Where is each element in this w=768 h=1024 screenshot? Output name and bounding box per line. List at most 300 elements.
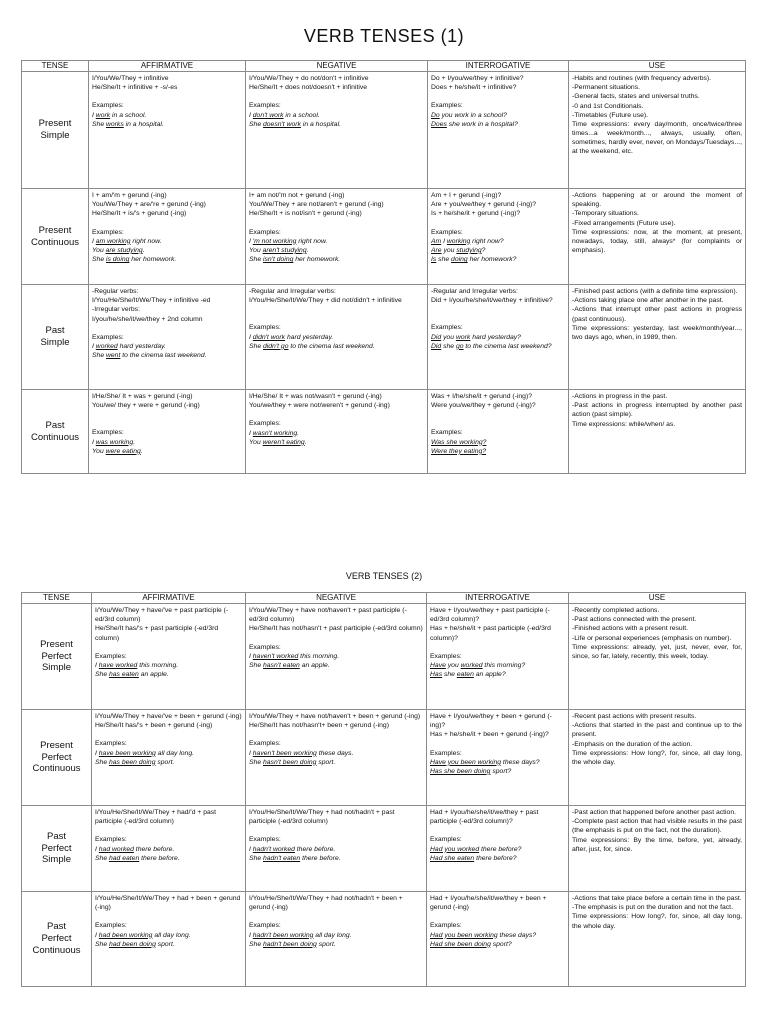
sentence-fragment: there before. xyxy=(294,845,336,853)
verb-form: had been working xyxy=(98,931,153,939)
sentence-fragment: all day long. xyxy=(313,931,352,939)
sentence-fragment: She xyxy=(95,854,109,862)
affirmative-cell xyxy=(92,892,246,987)
cell-line: Do + I/you/we/they + infinitive? xyxy=(431,75,524,82)
sentence-fragment: I xyxy=(249,845,253,853)
negative-cell xyxy=(246,72,428,189)
cell-line: Present xyxy=(40,638,73,650)
cell-line: -Regular and Irregular verbs: xyxy=(249,288,336,295)
example-sentence xyxy=(92,438,242,447)
verb-form: is doing xyxy=(105,256,130,264)
line-spacer xyxy=(430,912,565,921)
example-sentence xyxy=(249,237,424,246)
cell-line: Examples: xyxy=(95,836,127,844)
sentence-fragment: to the cinema last weekend? xyxy=(463,342,552,350)
cell-line: Examples: xyxy=(430,922,462,930)
example-sentence xyxy=(95,749,242,758)
sentence-fragment: She xyxy=(92,256,106,264)
cell-line: Perfect xyxy=(41,842,72,854)
example-sentence xyxy=(430,767,565,776)
cell-line: Past xyxy=(45,419,65,431)
cell-line: Were you/we/they + gerund (-ing)? xyxy=(431,402,536,410)
cell-line: Examples: xyxy=(95,652,127,660)
line-spacer xyxy=(249,314,424,323)
sentence-fragment: hard yesterday. xyxy=(117,342,166,350)
line-spacer xyxy=(431,305,565,314)
example-sentence xyxy=(249,246,424,255)
sentence-fragment: . xyxy=(133,438,136,446)
example-sentence xyxy=(430,940,565,949)
verb-form: am working xyxy=(95,237,131,245)
verb-form: have worked xyxy=(98,661,138,669)
example-sentence xyxy=(92,246,242,255)
verb-form: Has xyxy=(430,671,443,679)
example-sentence xyxy=(430,661,565,670)
line-spacer xyxy=(431,92,565,101)
interrogative-cell xyxy=(427,604,569,710)
interrogative-cell xyxy=(427,892,569,987)
verb-form: are studying xyxy=(105,246,143,254)
cell-line: -Regular and Irregular verbs: xyxy=(431,288,518,295)
cell-line: I/You/He/She/It/We/They + had not/hadn't + past participle (-ed/3rd column) xyxy=(249,809,395,826)
interrogative-cell xyxy=(427,806,569,892)
tense-cell xyxy=(22,72,89,189)
example-sentence xyxy=(249,749,423,758)
cell-line: Time expressions: How long?, for, since, all day long, the whole day. xyxy=(572,913,742,930)
negative-cell xyxy=(246,806,427,892)
tense-cell xyxy=(22,806,92,892)
sentence-fragment: hard yesterday? xyxy=(470,333,521,341)
verb-form: wasn't working xyxy=(252,429,298,437)
cell-line: -Fixed arrangements (Future use). xyxy=(572,219,676,227)
example-sentence xyxy=(431,438,565,447)
verb-form: has been doing xyxy=(108,758,156,766)
sentence-fragment: I xyxy=(249,333,253,341)
sentence-fragment: you xyxy=(445,661,461,669)
cell-line: -Finished actions with a present result. xyxy=(572,625,688,633)
example-sentence xyxy=(92,447,242,456)
verb-tenses-table-1 xyxy=(21,60,746,474)
cell-line: Time expressions: How long?, for, since, all day long, the whole day. xyxy=(572,749,742,766)
verb-form: Do xyxy=(431,111,440,119)
cell-line: Examples: xyxy=(92,102,124,110)
sentence-fragment: I xyxy=(95,661,99,669)
cell-line: Continuous xyxy=(32,763,81,775)
sentence-fragment: She xyxy=(249,120,263,128)
verb-form: hadn't been working xyxy=(252,931,314,939)
sentence-fragment: there before? xyxy=(474,854,517,862)
cell-line: -Recently completed actions. xyxy=(572,607,660,614)
tense-cell xyxy=(22,390,89,474)
example-sentence xyxy=(431,333,565,342)
sentence-fragment: . xyxy=(297,429,300,437)
sentence-fragment: these days? xyxy=(501,758,540,766)
example-sentence xyxy=(430,845,565,854)
affirmative-cell xyxy=(89,189,246,285)
sentence-fragment: I xyxy=(95,845,99,853)
cell-line: Examples: xyxy=(431,228,463,236)
sentence-fragment: She xyxy=(249,758,263,766)
example-sentence xyxy=(95,940,242,949)
cell-line: Perfect xyxy=(41,751,72,763)
cell-line: Examples: xyxy=(430,652,462,660)
sentence-fragment: sport. xyxy=(316,940,336,948)
line-spacer xyxy=(431,410,565,419)
sentence-fragment: there before. xyxy=(300,854,341,862)
verb-form: didn't go xyxy=(262,342,289,350)
affirmative-cell xyxy=(89,72,246,189)
header-negative: NEGATIVE xyxy=(246,593,427,604)
tense-cell xyxy=(22,710,92,806)
sentence-fragment: I xyxy=(95,931,99,939)
example-sentence xyxy=(431,237,565,246)
example-sentence xyxy=(249,854,423,863)
sentence-fragment: She xyxy=(92,120,106,128)
verb-form: went xyxy=(105,352,121,360)
verb-form: have been working xyxy=(98,749,156,757)
header-use: USE xyxy=(569,61,746,72)
cell-line: -Actions that started in the past and continue up to the present. xyxy=(572,722,742,739)
cell-line: -General facts, states and universal truths. xyxy=(572,93,700,101)
interrogative-cell xyxy=(428,285,569,390)
sentence-fragment: an apple? xyxy=(473,671,506,679)
sentence-fragment: I xyxy=(92,342,96,350)
verb-form: had been doing xyxy=(108,940,156,948)
page-title-2: VERB TENSES (2) xyxy=(345,571,423,581)
cell-line: Time expressions: every day/month, once/twice/three times...a week/month..., always, usually, often, sometimes, hardly ever, never, on Mondays/Tuesdays..., at the weekend, etc. xyxy=(572,120,742,156)
tense-cell xyxy=(22,604,92,710)
cell-line: Present xyxy=(40,739,73,751)
verb-form: Did xyxy=(431,333,442,341)
verb-form: Are xyxy=(431,246,442,254)
line-spacer xyxy=(92,419,242,428)
negative-cell xyxy=(246,604,427,710)
cell-line: Examples: xyxy=(249,643,281,651)
verb-form: Does xyxy=(431,120,447,128)
sentence-fragment: I xyxy=(92,438,96,446)
verb-form: were eating xyxy=(105,447,141,455)
page-title-1: VERB TENSES (1) xyxy=(303,26,465,46)
cell-line: Examples: xyxy=(431,429,463,437)
cell-line: -Habits and routines (with frequency adverbs). xyxy=(572,75,712,82)
affirmative-cell xyxy=(92,806,246,892)
verb-form: hasn't eaten xyxy=(262,661,300,669)
verb-form: haven't been working xyxy=(252,749,317,757)
line-spacer xyxy=(430,826,565,835)
cell-line: Examples: xyxy=(249,324,281,332)
sentence-fragment: I xyxy=(249,111,253,119)
line-spacer xyxy=(431,219,565,228)
sentence-fragment: this morning. xyxy=(137,661,179,669)
sentence-fragment: I xyxy=(249,652,253,660)
cell-line: -Past actions connected with the present. xyxy=(572,616,697,624)
cell-line: Time expressions: By the time, before, yet, already, after, just, for, since. xyxy=(572,836,742,853)
cell-line: -Complete past action that had visible results in the past (the emphasis is put on the fact, not the duration). xyxy=(572,818,742,835)
line-spacer xyxy=(431,419,565,428)
cell-line: He/She/It has/'s + past participle (-ed/3rd column) xyxy=(95,625,219,642)
cell-line: I/You/We/They + have/'ve + past participle (-ed/3rd column) xyxy=(95,607,229,624)
sentence-fragment: her homework. xyxy=(293,256,341,264)
cell-line: He/She/It + is/'s + gerund (-ing) xyxy=(92,210,187,218)
sentence-fragment: She xyxy=(95,671,109,679)
cell-line: I/You/We/They + have not/haven't + been + gerund (-ing) xyxy=(249,713,421,720)
example-sentence xyxy=(249,661,423,670)
verb-form: Was she working? xyxy=(431,438,487,446)
cell-line: Perfect xyxy=(41,933,72,945)
interrogative-cell xyxy=(428,72,569,189)
sentence-fragment: sport. xyxy=(155,940,175,948)
verb-form: Am xyxy=(431,237,442,245)
verb-form: 'm not working xyxy=(252,237,297,245)
cell-line: Has + he/she/it + past participle (-ed/3rd column)? xyxy=(430,625,551,642)
example-sentence xyxy=(92,342,242,351)
use-cell xyxy=(569,285,746,390)
sentence-fragment: I xyxy=(249,749,253,757)
sentence-fragment: all day long. xyxy=(152,931,191,939)
cell-line: -Finished past actions (with a definite time expression). xyxy=(572,288,738,295)
sentence-fragment: She xyxy=(95,940,109,948)
cell-line: I/You/We/They + have/'ve + been + gerund (-ing) xyxy=(95,713,242,720)
line-spacer xyxy=(249,730,423,739)
interrogative-cell xyxy=(427,710,569,806)
sentence-fragment: ? xyxy=(481,246,486,254)
cell-line: Continuous xyxy=(32,944,81,956)
sentence-fragment: there before. xyxy=(139,854,180,862)
cell-line: -Timetables (Future use). xyxy=(572,111,649,119)
sentence-fragment: sport? xyxy=(490,940,512,948)
cell-line: Present xyxy=(38,224,72,236)
verb-form: was working xyxy=(95,438,134,446)
sentence-fragment: there before? xyxy=(479,845,522,853)
table-row xyxy=(22,72,746,189)
verb-form: hadn't been doing xyxy=(262,940,317,948)
negative-cell xyxy=(246,390,428,474)
sentence-fragment: her homework? xyxy=(467,256,517,264)
verb-form: Had you worked xyxy=(430,845,480,853)
sentence-fragment: I xyxy=(92,111,96,119)
verb-form: Has she been doing xyxy=(430,767,491,775)
example-sentence xyxy=(431,447,565,456)
negative-cell xyxy=(246,710,427,806)
sentence-fragment: an apple. xyxy=(138,671,169,679)
sentence-fragment: . xyxy=(142,246,145,254)
cell-line: Time expressions: already, yet, just, never, ever, for, since, so far, lately, recently, this week, today. xyxy=(572,643,742,660)
example-sentence xyxy=(92,111,242,120)
tense-cell xyxy=(22,189,89,285)
affirmative-cell xyxy=(92,604,246,710)
cell-line: He/She/It has/'s + been + gerund (-ing) xyxy=(95,722,213,730)
example-sentence xyxy=(249,342,424,351)
cell-line: Examples: xyxy=(95,922,127,930)
example-sentence xyxy=(249,940,423,949)
cell-line: Past xyxy=(46,830,66,842)
table-row xyxy=(22,390,746,474)
line-spacer xyxy=(95,912,242,921)
cell-line: Had + I/you/he/she/it/we/they + past participle (-ed/3rd column)? xyxy=(430,809,539,826)
example-sentence xyxy=(249,758,423,767)
cell-line: Time expressions: now, at the moment, at present, nowadays, today, still, always* (for complaints or emphasis). xyxy=(572,228,742,255)
use-cell xyxy=(569,710,746,806)
sentence-fragment: sport? xyxy=(490,767,512,775)
line-spacer xyxy=(95,643,242,652)
cell-line: He/She/It has not/hasn't+ been + gerund (-ing) xyxy=(249,722,389,730)
header-interrogative: INTERROGATIVE xyxy=(427,593,569,604)
cell-line: Is + he/she/it + gerund (-ing)? xyxy=(431,210,521,218)
line-spacer xyxy=(430,643,565,652)
cell-line: Continuous xyxy=(30,236,80,248)
cell-line: Examples: xyxy=(249,420,281,428)
sentence-fragment: sport. xyxy=(316,758,336,766)
cell-line: I/You/We/They + infinitive xyxy=(92,75,169,82)
example-sentence xyxy=(431,246,565,255)
sentence-fragment: sport. xyxy=(155,758,175,766)
cell-line: Examples: xyxy=(92,333,124,341)
header-interrogative: INTERROGATIVE xyxy=(428,61,569,72)
cell-line: He/She/It has not/hasn't + past participle (-ed/3rd column) xyxy=(249,625,423,633)
sentence-fragment: these days? xyxy=(497,931,537,939)
sentence-fragment: to the cinema last weekend. xyxy=(288,342,375,350)
negative-cell xyxy=(246,189,428,285)
cell-line: Examples: xyxy=(249,228,281,236)
example-sentence xyxy=(95,758,242,767)
affirmative-cell xyxy=(89,285,246,390)
cell-line: -Permanent situations. xyxy=(572,84,641,92)
sentence-fragment: You xyxy=(249,438,263,446)
cell-line: I/You/We/They + have not/haven't + past participle (-ed/3rd column) xyxy=(249,607,407,624)
verb-form: Were they eating? xyxy=(431,447,487,455)
cell-line: Past xyxy=(46,921,66,933)
line-spacer xyxy=(92,219,242,228)
header-affirmative: AFFIRMATIVE xyxy=(89,61,246,72)
verb-form: works xyxy=(105,120,124,128)
verb-form: Have xyxy=(430,661,446,669)
header-affirmative: AFFIRMATIVE xyxy=(92,593,246,604)
cell-line: -Past actions in progress interrupted by another past action (past simple). xyxy=(572,402,742,419)
verb-form: doesn't work xyxy=(262,120,301,128)
cell-line: I/You/He/She/It/We/They + did not/didn't + infinitive xyxy=(249,297,402,305)
line-spacer xyxy=(430,740,565,749)
use-cell xyxy=(569,390,746,474)
cell-line: You/we/they + were not/weren't + gerund (-ing) xyxy=(249,402,390,410)
sentence-fragment: I xyxy=(249,237,253,245)
affirmative-cell xyxy=(92,710,246,806)
sentence-fragment: in a hospital. xyxy=(123,120,164,128)
verb-form: hasn't been doing xyxy=(262,758,317,766)
cell-line: -Actions in progress in the past. xyxy=(572,393,668,400)
header-negative: NEGATIVE xyxy=(246,61,428,72)
verb-form: Had you been working xyxy=(430,931,498,939)
sentence-fragment: She xyxy=(249,661,263,669)
example-sentence xyxy=(92,120,242,129)
example-sentence xyxy=(430,670,565,679)
line-spacer xyxy=(249,410,424,419)
header-use: USE xyxy=(569,593,746,604)
cell-line: Perfect xyxy=(41,650,72,662)
example-sentence xyxy=(431,255,565,264)
verb-form: haven't worked xyxy=(252,652,299,660)
cell-line: Past xyxy=(45,325,65,337)
verb-form: don't work xyxy=(252,111,284,119)
cell-line: You/we/ they + were + gerund (-ing) xyxy=(92,402,200,410)
sentence-fragment: She xyxy=(249,256,263,264)
cell-line: I/He/She/ It + was + gerund (-ing) xyxy=(92,393,193,400)
example-sentence xyxy=(249,111,424,120)
sentence-fragment: there before. xyxy=(133,845,175,853)
cell-line: Simple xyxy=(40,130,70,141)
sentence-fragment: I xyxy=(441,237,447,245)
cell-line: Have + I/you/we/they + been + gerund (-ing)? xyxy=(430,713,552,730)
tense-cell xyxy=(22,285,89,390)
cell-line: I+ am not/'m not + gerund (-ing) xyxy=(249,192,345,199)
example-sentence xyxy=(92,351,242,360)
example-sentence xyxy=(430,758,565,767)
sentence-fragment: She xyxy=(249,940,263,948)
cell-line: -The emphasis is put on the duration and not the fact. xyxy=(572,904,733,912)
example-sentence xyxy=(95,854,242,863)
example-sentence xyxy=(95,931,242,940)
use-cell xyxy=(569,72,746,189)
verb-form: aren't studying xyxy=(262,246,307,254)
sentence-fragment: I xyxy=(249,931,253,939)
verb-form: doing xyxy=(451,256,468,264)
cell-line: You/We/They + are/'re + gerund (-ing) xyxy=(92,201,206,209)
line-spacer xyxy=(95,730,242,739)
cell-line: Examples: xyxy=(249,836,281,844)
verb-form: Have you been working xyxy=(430,758,502,766)
header-tense: TENSE xyxy=(22,593,92,604)
sentence-fragment: you xyxy=(441,246,457,254)
cell-line: -Regular verbs: xyxy=(92,288,139,295)
line-spacer xyxy=(92,324,242,333)
cell-line: He/She/It + is not/isn't + gerund (-ing) xyxy=(249,210,362,218)
verb-form: working xyxy=(446,237,471,245)
verb-form: has eaten xyxy=(108,671,139,679)
cell-line: I/You/He/She/It/We/They + infinitive -ed xyxy=(92,297,211,305)
line-spacer xyxy=(249,305,424,314)
use-cell xyxy=(569,892,746,987)
example-sentence xyxy=(92,237,242,246)
example-sentence xyxy=(431,111,565,120)
cell-line: -Recent past actions with present results. xyxy=(572,713,697,720)
example-sentence xyxy=(430,931,565,940)
cell-line: Am + I + gerund (-ing)? xyxy=(431,192,502,199)
example-sentence xyxy=(249,845,423,854)
sentence-fragment: hard yesterday. xyxy=(285,333,334,341)
table-row xyxy=(22,710,746,806)
cell-line: I/You/He/She/It/We/They + had/'d + past participle (-ed/3rd column) xyxy=(95,809,217,826)
sentence-fragment: She xyxy=(249,342,263,350)
table-row xyxy=(22,189,746,285)
example-sentence xyxy=(249,652,423,661)
cell-line: Does + he/she/it + infinitive? xyxy=(431,84,517,92)
example-sentence xyxy=(95,845,242,854)
example-sentence xyxy=(249,333,424,342)
cell-line: Examples: xyxy=(92,228,124,236)
sentence-fragment: right now. xyxy=(130,237,162,245)
cell-line: Are + you/we/they + gerund (-ing)? xyxy=(431,201,537,209)
cell-line: He/She/It + infinitive + -s/-es xyxy=(92,84,178,92)
example-sentence xyxy=(431,120,565,129)
cell-line: Simple xyxy=(41,854,72,866)
sentence-fragment: You xyxy=(92,447,106,455)
cell-line: Examples: xyxy=(249,740,281,748)
cell-line: Continuous xyxy=(30,431,80,443)
example-sentence xyxy=(249,931,423,940)
verb-form: worked xyxy=(460,661,483,669)
example-sentence xyxy=(430,854,565,863)
cell-line: -Actions that take place before a certain time in the past. xyxy=(572,895,742,902)
cell-line: -Life or personal experiences (emphasis on number). xyxy=(572,634,732,642)
